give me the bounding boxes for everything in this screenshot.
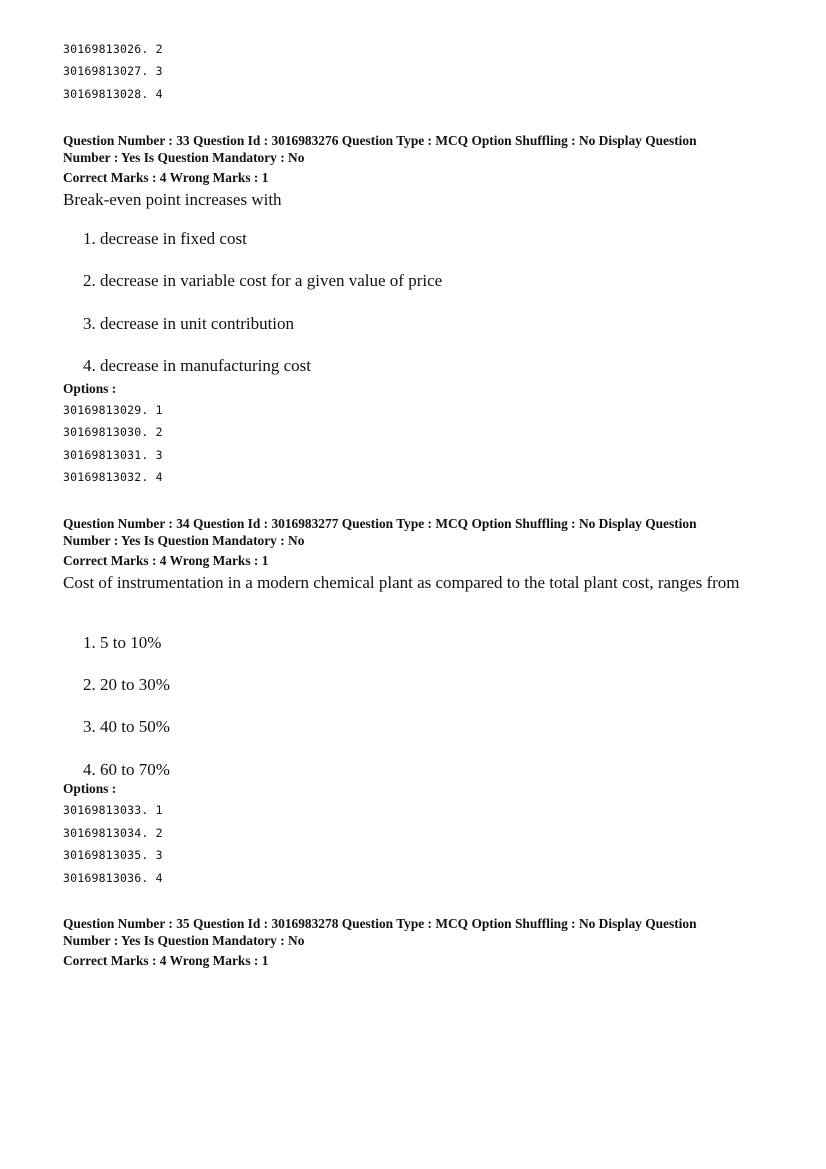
answer-choice: 2. decrease in variable cost for a given value of price	[83, 271, 443, 290]
question-marks: Correct Marks : 4 Wrong Marks : 1	[63, 953, 269, 968]
option-line: 30169813035. 3	[63, 848, 163, 862]
answer-choice: 1. decrease in fixed cost	[83, 229, 247, 248]
question-text: Break-even point increases with	[63, 190, 282, 209]
answer-choice: 3. decrease in unit contribution	[83, 314, 295, 333]
option-line: 30169813028. 4	[63, 87, 163, 101]
option-line: 30169813026. 2	[63, 42, 163, 56]
answer-choice: 3. 40 to 50%	[83, 717, 170, 736]
option-line: 30169813033. 1	[63, 803, 163, 817]
question-header-line1: Question Number : 33 Question Id : 3016983276 Question Type : MCQ Option Shuffling : No Display Question	[63, 133, 697, 148]
question-marks: Correct Marks : 4 Wrong Marks : 1	[63, 170, 269, 185]
option-line: 30169813030. 2	[63, 425, 163, 439]
answer-choice: 1. 5 to 10%	[83, 633, 162, 652]
options-label: Options :	[63, 381, 117, 396]
option-line: 30169813036. 4	[63, 871, 163, 885]
question-header	[63, 516, 773, 549]
question-header-line1: Question Number : 34 Question Id : 3016983277 Question Type : MCQ Option Shuffling : No Display Question	[63, 516, 697, 531]
question-header-line2: Number : Yes Is Question Mandatory : No	[63, 932, 305, 948]
question-text: Cost of instrumentation in a modern chemical plant as compared to the total plant cost, ranges from	[63, 573, 740, 592]
option-line: 30169813027. 3	[63, 64, 163, 78]
question-header	[63, 133, 773, 166]
answer-choice: 2. 20 to 30%	[83, 675, 170, 694]
question-marks: Correct Marks : 4 Wrong Marks : 1	[63, 553, 269, 568]
option-line: 30169813029. 1	[63, 403, 163, 417]
option-line: 30169813034. 2	[63, 826, 163, 840]
question-header-line1: Question Number : 35 Question Id : 3016983278 Question Type : MCQ Option Shuffling : No Display Question	[63, 916, 697, 931]
question-header	[63, 916, 773, 949]
answer-choice: 4. decrease in manufacturing cost	[83, 356, 311, 375]
option-line: 30169813032. 4	[63, 470, 163, 484]
options-label: Options :	[63, 781, 117, 796]
answer-choice: 4. 60 to 70%	[83, 760, 170, 779]
option-line: 30169813031. 3	[63, 448, 163, 462]
question-header-line2: Number : Yes Is Question Mandatory : No	[63, 532, 305, 548]
question-header-line2: Number : Yes Is Question Mandatory : No	[63, 149, 305, 165]
